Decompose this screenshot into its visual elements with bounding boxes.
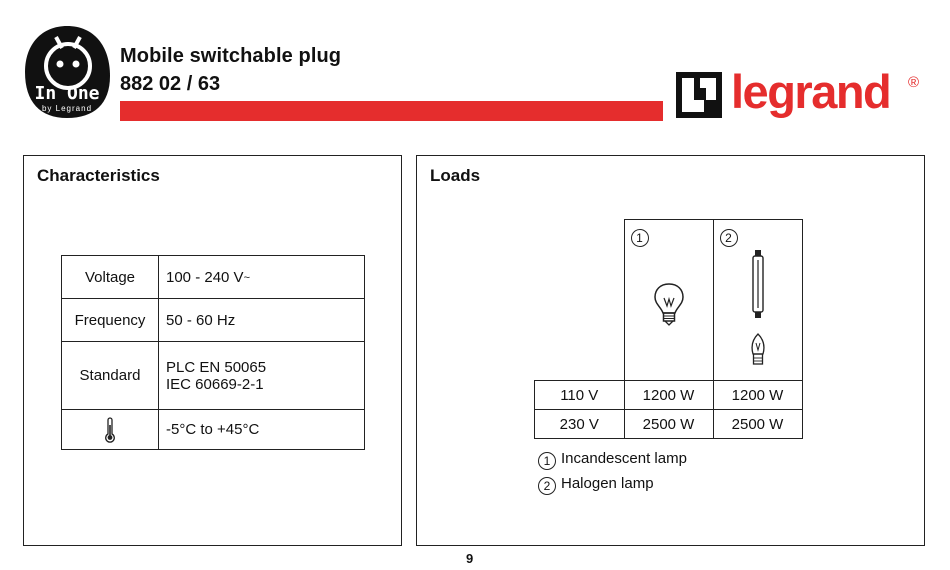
standard-label: Standard bbox=[62, 342, 159, 410]
marker-1: 1 bbox=[631, 229, 649, 247]
legend-marker-1: 1 bbox=[538, 452, 556, 470]
temperature-value: -5°C to +45°C bbox=[159, 410, 365, 450]
legend-label: Halogen lamp bbox=[561, 475, 654, 492]
table-row bbox=[62, 410, 365, 450]
load-value-cell: 2500 W bbox=[713, 410, 802, 439]
voltage-label: Voltage bbox=[62, 256, 159, 299]
header-accent-bar bbox=[120, 101, 663, 121]
registered-mark: ® bbox=[908, 74, 920, 91]
loads-table bbox=[534, 219, 803, 439]
legend-label: Incandescent lamp bbox=[561, 450, 687, 467]
page-number: 9 bbox=[466, 551, 474, 566]
page-title: Mobile switchable plug bbox=[120, 45, 342, 67]
table-row bbox=[62, 256, 365, 299]
product-code: 882 02 / 63 bbox=[120, 73, 221, 95]
voltage-110-cell: 110 V bbox=[535, 381, 625, 410]
table-row bbox=[535, 381, 803, 410]
incandescent-column-header bbox=[624, 220, 713, 381]
table-row bbox=[62, 342, 365, 410]
brand-name: legrand bbox=[731, 65, 891, 118]
halogen-column-header bbox=[713, 220, 802, 381]
halogen-lamp-icon bbox=[747, 250, 769, 376]
legrand-logo bbox=[676, 65, 926, 130]
loads-title: Loads bbox=[430, 166, 481, 185]
standard-value: PLC EN 50065 IEC 60669-2-1 bbox=[159, 342, 365, 410]
load-value-cell: 2500 W bbox=[624, 410, 713, 439]
table-row bbox=[62, 299, 365, 342]
legend-marker-2: 2 bbox=[538, 477, 556, 495]
ac-symbol: ~ bbox=[243, 271, 250, 284]
load-value-cell: 1200 W bbox=[713, 381, 802, 410]
logo-text: In One bbox=[34, 83, 100, 104]
legend-item-incandescent bbox=[538, 450, 687, 470]
marker-2: 2 bbox=[720, 229, 738, 247]
incandescent-bulb-icon bbox=[653, 282, 685, 328]
legrand-mark-icon bbox=[676, 72, 722, 118]
voltage-230-cell: 230 V bbox=[535, 410, 625, 439]
loads-panel bbox=[416, 155, 925, 546]
characteristics-title: Characteristics bbox=[37, 166, 160, 185]
load-value-cell: 1200 W bbox=[624, 381, 713, 410]
frequency-label: Frequency bbox=[62, 299, 159, 342]
lamp-header-row bbox=[535, 220, 803, 381]
table-row bbox=[535, 410, 803, 439]
thermometer-icon bbox=[104, 417, 116, 443]
characteristics-panel bbox=[23, 155, 402, 546]
voltage-value: 100 - 240 V~ bbox=[159, 256, 365, 299]
characteristics-table bbox=[61, 255, 365, 450]
in-one-logo bbox=[22, 24, 112, 120]
logo-subtext: by Legrand bbox=[41, 104, 93, 113]
temperature-label bbox=[62, 410, 159, 450]
frequency-value: 50 - 60 Hz bbox=[159, 299, 365, 342]
legend-item-halogen bbox=[538, 475, 654, 495]
